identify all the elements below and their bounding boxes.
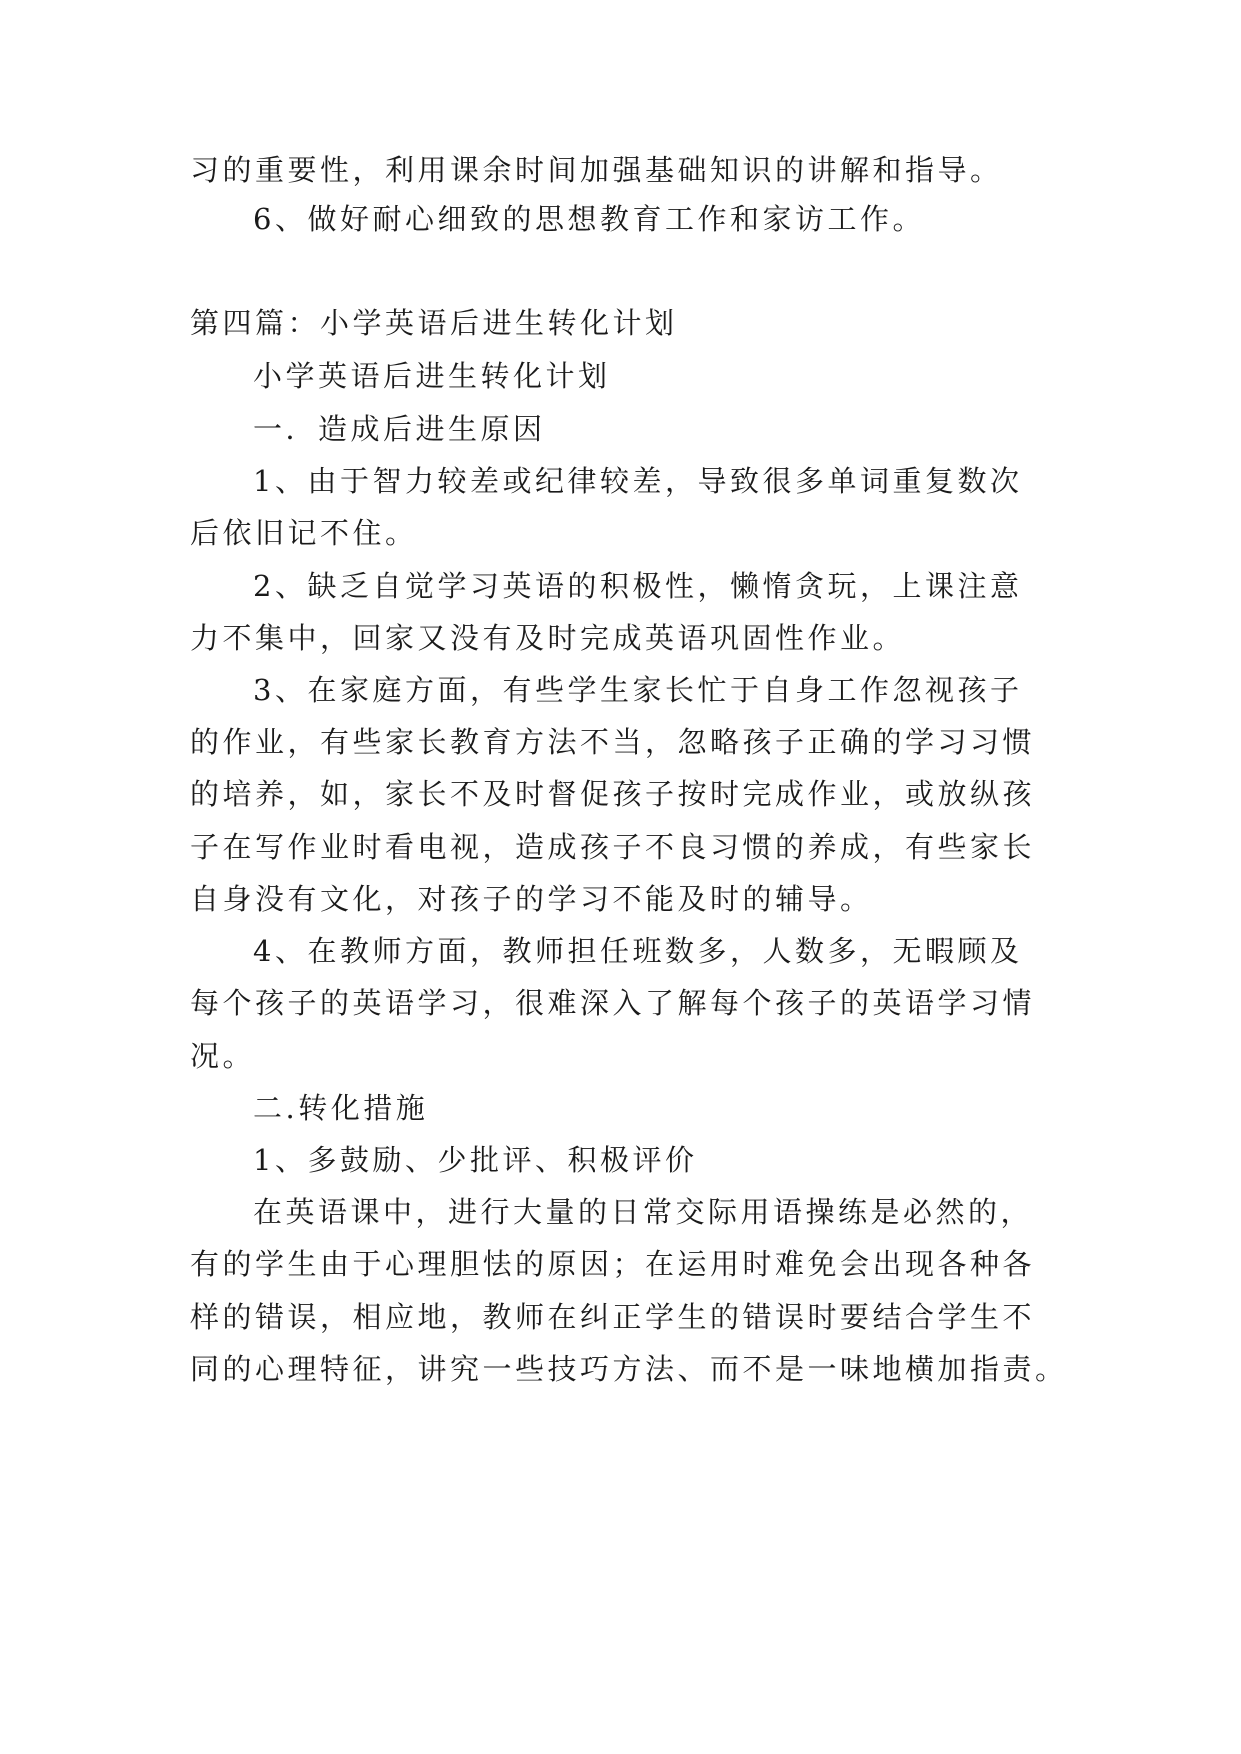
paragraph-line: 同的心理特征，讲究一些技巧方法、而不是一味地横加指责。: [190, 1352, 1068, 1386]
paragraph-line: 子在写作业时看电视，造成孩子不良习惯的养成，有些家长: [190, 830, 1036, 864]
paragraph-line: 样的错误，相应地，教师在纠正学生的错误时要结合学生不: [190, 1300, 1036, 1334]
paragraph-line: 力不集中，回家又没有及时完成英语巩固性作业。: [190, 621, 906, 655]
subsection-heading: 1、多鼓励、少批评、积极评价: [253, 1143, 698, 1177]
chapter-heading: 第四篇：小学英语后进生转化计划: [190, 306, 678, 340]
paragraph-line: 3、在家庭方面，有些学生家长忙于自身工作忽视孩子: [253, 673, 1023, 707]
paragraph-line: 后依旧记不住。: [190, 516, 418, 550]
section-heading-causes: 一．造成后进生原因: [253, 412, 546, 446]
paragraph-line: 的培养，如，家长不及时督促孩子按时完成作业，或放纵孩: [190, 777, 1036, 811]
paragraph-line: 2、缺乏自觉学习英语的积极性，懒惰贪玩，上课注意: [253, 569, 1023, 603]
document-title: 小学英语后进生转化计划: [253, 359, 611, 393]
list-item-6: 6、做好耐心细致的思想教育工作和家访工作。: [253, 202, 925, 236]
section-heading-measures: 二.转化措施: [253, 1091, 429, 1125]
paragraph-line: 自身没有文化，对孩子的学习不能及时的辅导。: [190, 882, 873, 916]
paragraph-line: 在英语课中，进行大量的日常交际用语操练是必然的，: [253, 1195, 1034, 1229]
paragraph-line: 1、由于智力较差或纪律较差，导致很多单词重复数次: [253, 464, 1023, 498]
paragraph-line: 每个孩子的英语学习，很难深入了解每个孩子的英语学习情: [190, 986, 1036, 1020]
paragraph-line: 4、在教师方面，教师担任班数多，人数多，无暇顾及: [253, 934, 1023, 968]
paragraph-line: 有的学生由于心理胆怯的原因；在运用时难免会出现各种各: [190, 1247, 1036, 1281]
paragraph-line: 的作业，有些家长教育方法不当，忽略孩子正确的学习习惯: [190, 725, 1036, 759]
paragraph-line: 况。: [190, 1039, 256, 1073]
text-line-continuation: 习的重要性，利用课余时间加强基础知识的讲解和指导。: [190, 153, 1003, 187]
